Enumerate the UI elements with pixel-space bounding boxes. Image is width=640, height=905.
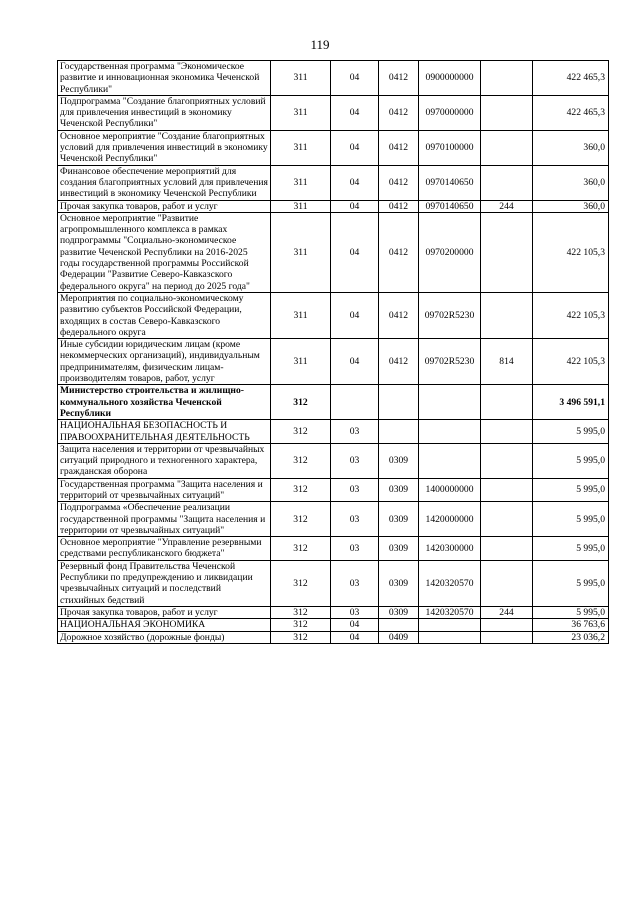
target-article-code: 1400000000 <box>419 478 481 502</box>
subsection-code: 0309 <box>379 443 419 478</box>
line-item-name: Резервный фонд Правительства Чеченской Республики по предупреждению и ликвидации чрезвычайных ситуаций и последствий стихийных бедствий <box>58 560 271 606</box>
section-code: 03 <box>331 443 379 478</box>
expense-type-code <box>481 560 533 606</box>
amount: 422 465,3 <box>533 61 609 96</box>
amount: 422 105,3 <box>533 292 609 338</box>
subsection-code: 0412 <box>379 95 419 130</box>
section-code: 03 <box>331 420 379 444</box>
table-row <box>58 560 609 606</box>
ministry-code: 312 <box>271 443 331 478</box>
subsection-code: 0412 <box>379 130 419 165</box>
target-article-code: 0970140650 <box>419 200 481 212</box>
amount: 360,0 <box>533 165 609 200</box>
section-code: 04 <box>331 165 379 200</box>
target-article-code <box>419 420 481 444</box>
budget-table-body <box>58 61 609 644</box>
subsection-code: 0309 <box>379 502 419 537</box>
table-row <box>58 339 609 385</box>
subsection-code <box>379 619 419 631</box>
line-item-name: Государственная программа "Защита населения и территорий от чрезвычайных ситуаций" <box>58 478 271 502</box>
ministry-code: 311 <box>271 212 331 292</box>
section-code: 03 <box>331 537 379 561</box>
table-row <box>58 420 609 444</box>
subsection-code: 0412 <box>379 165 419 200</box>
line-item-name: Основное мероприятие "Управление резервными средствами республиканского бюджета" <box>58 537 271 561</box>
line-item-name: Министерство строительства и жилищно-коммунального хозяйства Чеченской Республики <box>58 385 271 420</box>
line-item-name: Прочая закупка товаров, работ и услуг <box>58 606 271 618</box>
ministry-code: 312 <box>271 619 331 631</box>
amount: 5 995,0 <box>533 537 609 561</box>
ministry-code: 311 <box>271 165 331 200</box>
table-row <box>58 537 609 561</box>
line-item-name: Основное мероприятие "Развитие агропромышленного комплекса в рамках подпрограммы "Социально-экономическое развитие Чеченской Республики на 2016-2025 годы государственной программы Российской Федерации "Развитие Северо-Кавказского федерального округа" на период до 2025 года" <box>58 212 271 292</box>
line-item-name: Защита населения и территории от чрезвычайных ситуаций природного и техногенного характера, гражданская оборона <box>58 443 271 478</box>
target-article-code <box>419 631 481 643</box>
table-row <box>58 619 609 631</box>
expense-type-code <box>481 385 533 420</box>
table-row <box>58 443 609 478</box>
target-article-code: 0900000000 <box>419 61 481 96</box>
budget-table <box>57 60 609 644</box>
expense-type-code <box>481 61 533 96</box>
ministry-code: 311 <box>271 95 331 130</box>
subsection-code: 0412 <box>379 212 419 292</box>
amount: 5 995,0 <box>533 606 609 618</box>
expense-type-code <box>481 502 533 537</box>
subsection-code: 0309 <box>379 606 419 618</box>
table-row <box>58 130 609 165</box>
line-item-name: Иные субсидии юридическим лицам (кроме некоммерческих организаций), индивидуальным предпринимателям, физическим лицам-производителям товаров, работ, услуг <box>58 339 271 385</box>
target-article-code <box>419 619 481 631</box>
section-code: 04 <box>331 95 379 130</box>
amount: 360,0 <box>533 200 609 212</box>
table-row <box>58 212 609 292</box>
section-code: 04 <box>331 619 379 631</box>
line-item-name: Подпрограмма "Создание благоприятных условий для привлечения инвестиций в экономику Чеченской Республики" <box>58 95 271 130</box>
expense-type-code <box>481 130 533 165</box>
amount: 3 496 591,1 <box>533 385 609 420</box>
subsection-code: 0412 <box>379 339 419 385</box>
section-code: 04 <box>331 212 379 292</box>
expense-type-code <box>481 212 533 292</box>
amount: 422 105,3 <box>533 212 609 292</box>
ministry-code: 312 <box>271 537 331 561</box>
section-code: 04 <box>331 61 379 96</box>
expense-type-code <box>481 537 533 561</box>
target-article-code <box>419 443 481 478</box>
amount: 5 995,0 <box>533 478 609 502</box>
target-article-code: 1420000000 <box>419 502 481 537</box>
section-code: 03 <box>331 502 379 537</box>
expense-type-code <box>481 478 533 502</box>
line-item-name: Мероприятия по социально-экономическому развитию субъектов Российской Федерации, входящих в состав Северо-Кавказского федерального округа <box>58 292 271 338</box>
section-code: 04 <box>331 200 379 212</box>
line-item-name: Основное мероприятие "Создание благоприятных условий для привлечения инвестиций в экономику Чеченской Республики" <box>58 130 271 165</box>
section-code: 04 <box>331 292 379 338</box>
line-item-name: Прочая закупка товаров, работ и услуг <box>58 200 271 212</box>
expense-type-code <box>481 619 533 631</box>
target-article-code: 0970100000 <box>419 130 481 165</box>
expense-type-code: 244 <box>481 200 533 212</box>
table-row <box>58 292 609 338</box>
expense-type-code <box>481 165 533 200</box>
amount: 5 995,0 <box>533 560 609 606</box>
ministry-code: 312 <box>271 420 331 444</box>
target-article-code: 1420320570 <box>419 560 481 606</box>
expense-type-code: 814 <box>481 339 533 385</box>
ministry-code: 312 <box>271 385 331 420</box>
target-article-code <box>419 385 481 420</box>
target-article-code: 1420300000 <box>419 537 481 561</box>
amount: 36 763,6 <box>533 619 609 631</box>
table-row <box>58 385 609 420</box>
line-item-name: Дорожное хозяйство (дорожные фонды) <box>58 631 271 643</box>
ministry-code: 312 <box>271 502 331 537</box>
section-code: 03 <box>331 560 379 606</box>
subsection-code: 0309 <box>379 478 419 502</box>
target-article-code: 0970000000 <box>419 95 481 130</box>
subsection-code: 0412 <box>379 292 419 338</box>
ministry-code: 311 <box>271 292 331 338</box>
table-row <box>58 200 609 212</box>
subsection-code: 0309 <box>379 560 419 606</box>
table-row <box>58 95 609 130</box>
amount: 5 995,0 <box>533 443 609 478</box>
target-article-code: 09702R5230 <box>419 292 481 338</box>
subsection-code <box>379 385 419 420</box>
ministry-code: 311 <box>271 61 331 96</box>
expense-type-code <box>481 292 533 338</box>
amount: 422 465,3 <box>533 95 609 130</box>
table-row <box>58 165 609 200</box>
target-article-code: 0970200000 <box>419 212 481 292</box>
target-article-code: 09702R5230 <box>419 339 481 385</box>
table-row <box>58 478 609 502</box>
ministry-code: 311 <box>271 200 331 212</box>
ministry-code: 311 <box>271 339 331 385</box>
section-code <box>331 385 379 420</box>
amount: 23 036,2 <box>533 631 609 643</box>
section-code: 03 <box>331 478 379 502</box>
target-article-code: 1420320570 <box>419 606 481 618</box>
ministry-code: 312 <box>271 631 331 643</box>
expense-type-code <box>481 420 533 444</box>
page-number: 119 <box>310 37 330 52</box>
subsection-code: 0309 <box>379 537 419 561</box>
table-row <box>58 61 609 96</box>
expense-type-code <box>481 631 533 643</box>
line-item-name: НАЦИОНАЛЬНАЯ ЭКОНОМИКА <box>58 619 271 631</box>
section-code: 03 <box>331 606 379 618</box>
table-row <box>58 502 609 537</box>
section-code: 04 <box>331 130 379 165</box>
subsection-code: 0409 <box>379 631 419 643</box>
ministry-code: 312 <box>271 560 331 606</box>
expense-type-code <box>481 95 533 130</box>
line-item-name: Подпрограмма «Обеспечение реализации государственной программы "Защита населения и территории от чрезвычайных ситуаций" <box>58 502 271 537</box>
ministry-code: 312 <box>271 606 331 618</box>
target-article-code: 0970140650 <box>419 165 481 200</box>
line-item-name: Государственная программа "Экономическое развитие и инновационная экономика Чеченской Республики" <box>58 61 271 96</box>
line-item-name: НАЦИОНАЛЬНАЯ БЕЗОПАСНОСТЬ И ПРАВООХРАНИТЕЛЬНАЯ ДЕЯТЕЛЬНОСТЬ <box>58 420 271 444</box>
table-row <box>58 631 609 643</box>
amount: 5 995,0 <box>533 502 609 537</box>
subsection-code: 0412 <box>379 61 419 96</box>
subsection-code: 0412 <box>379 200 419 212</box>
amount: 5 995,0 <box>533 420 609 444</box>
expense-type-code: 244 <box>481 606 533 618</box>
section-code: 04 <box>331 339 379 385</box>
amount: 360,0 <box>533 130 609 165</box>
ministry-code: 312 <box>271 478 331 502</box>
amount: 422 105,3 <box>533 339 609 385</box>
expense-type-code <box>481 443 533 478</box>
ministry-code: 311 <box>271 130 331 165</box>
line-item-name: Финансовое обеспечение мероприятий для создания благоприятных условий для привлечения инвестиций в экономику Чеченской Республики <box>58 165 271 200</box>
table-row <box>58 606 609 618</box>
section-code: 04 <box>331 631 379 643</box>
subsection-code <box>379 420 419 444</box>
